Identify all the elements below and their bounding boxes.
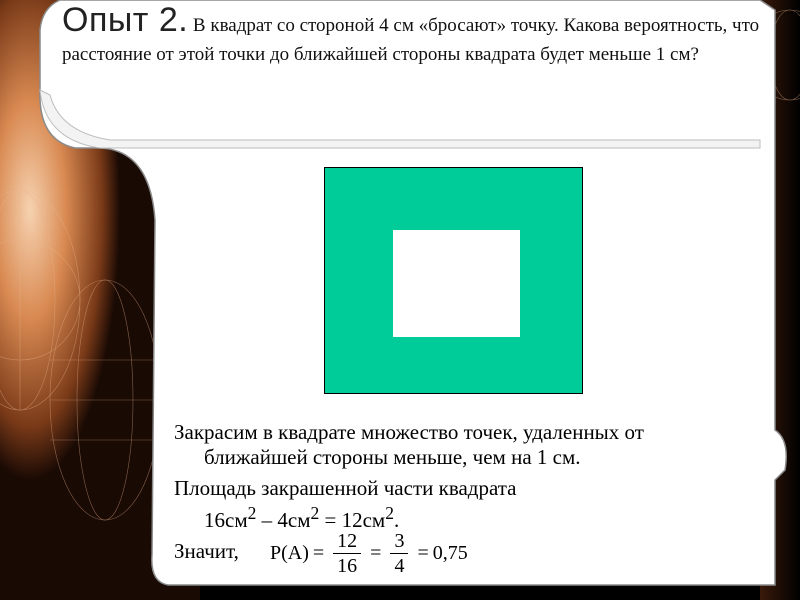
text-line-3: Значит, xyxy=(174,539,239,563)
square-diagram xyxy=(324,167,583,394)
fraction-1-denominator: 16 xyxy=(333,553,361,578)
paragraph-shade xyxy=(174,420,784,470)
probability-formula xyxy=(270,522,468,584)
title-heading: Опыт 2. xyxy=(62,1,189,39)
fraction-2-denominator: 4 xyxy=(390,553,408,578)
text-line-2: Площадь закрашенной части квадрата xyxy=(174,476,517,500)
text-line-1: Закрасим в квадрате множество точек, удаленных от xyxy=(174,420,644,444)
sup-3: 2 xyxy=(385,503,394,523)
equals-1: = xyxy=(312,541,325,564)
slide-title xyxy=(62,1,782,69)
text-line-1b: ближайшей стороны меньше, чем на 1 см. xyxy=(204,445,581,469)
area-term-c: = 12см xyxy=(319,508,386,532)
paragraph-conclusion xyxy=(174,539,784,564)
fraction-2 xyxy=(390,529,408,578)
title-question: В квадрат со стороной 4 см «бросают» точку. Какова вероятность, что расстояние от этой точки до ближайшей стороны квадрата будет меньше 1 см? xyxy=(62,15,760,65)
equals-3: = xyxy=(417,541,429,564)
equals-2: = xyxy=(370,541,382,564)
fraction-1 xyxy=(333,529,361,578)
formula-lhs: P(A) xyxy=(270,541,309,564)
area-term-b: – 4см xyxy=(256,508,311,532)
area-equation xyxy=(174,501,784,533)
inner-square xyxy=(393,230,520,337)
formula-result: 0,75 xyxy=(432,541,468,564)
fraction-1-numerator: 12 xyxy=(337,529,358,552)
area-end: . xyxy=(393,508,400,532)
paragraph-area xyxy=(174,476,784,533)
sup-2: 2 xyxy=(310,503,320,523)
fraction-2-numerator: 3 xyxy=(394,529,405,552)
area-term-a: 16см xyxy=(204,508,248,532)
solution-text xyxy=(174,420,784,570)
sup-1: 2 xyxy=(247,503,257,523)
